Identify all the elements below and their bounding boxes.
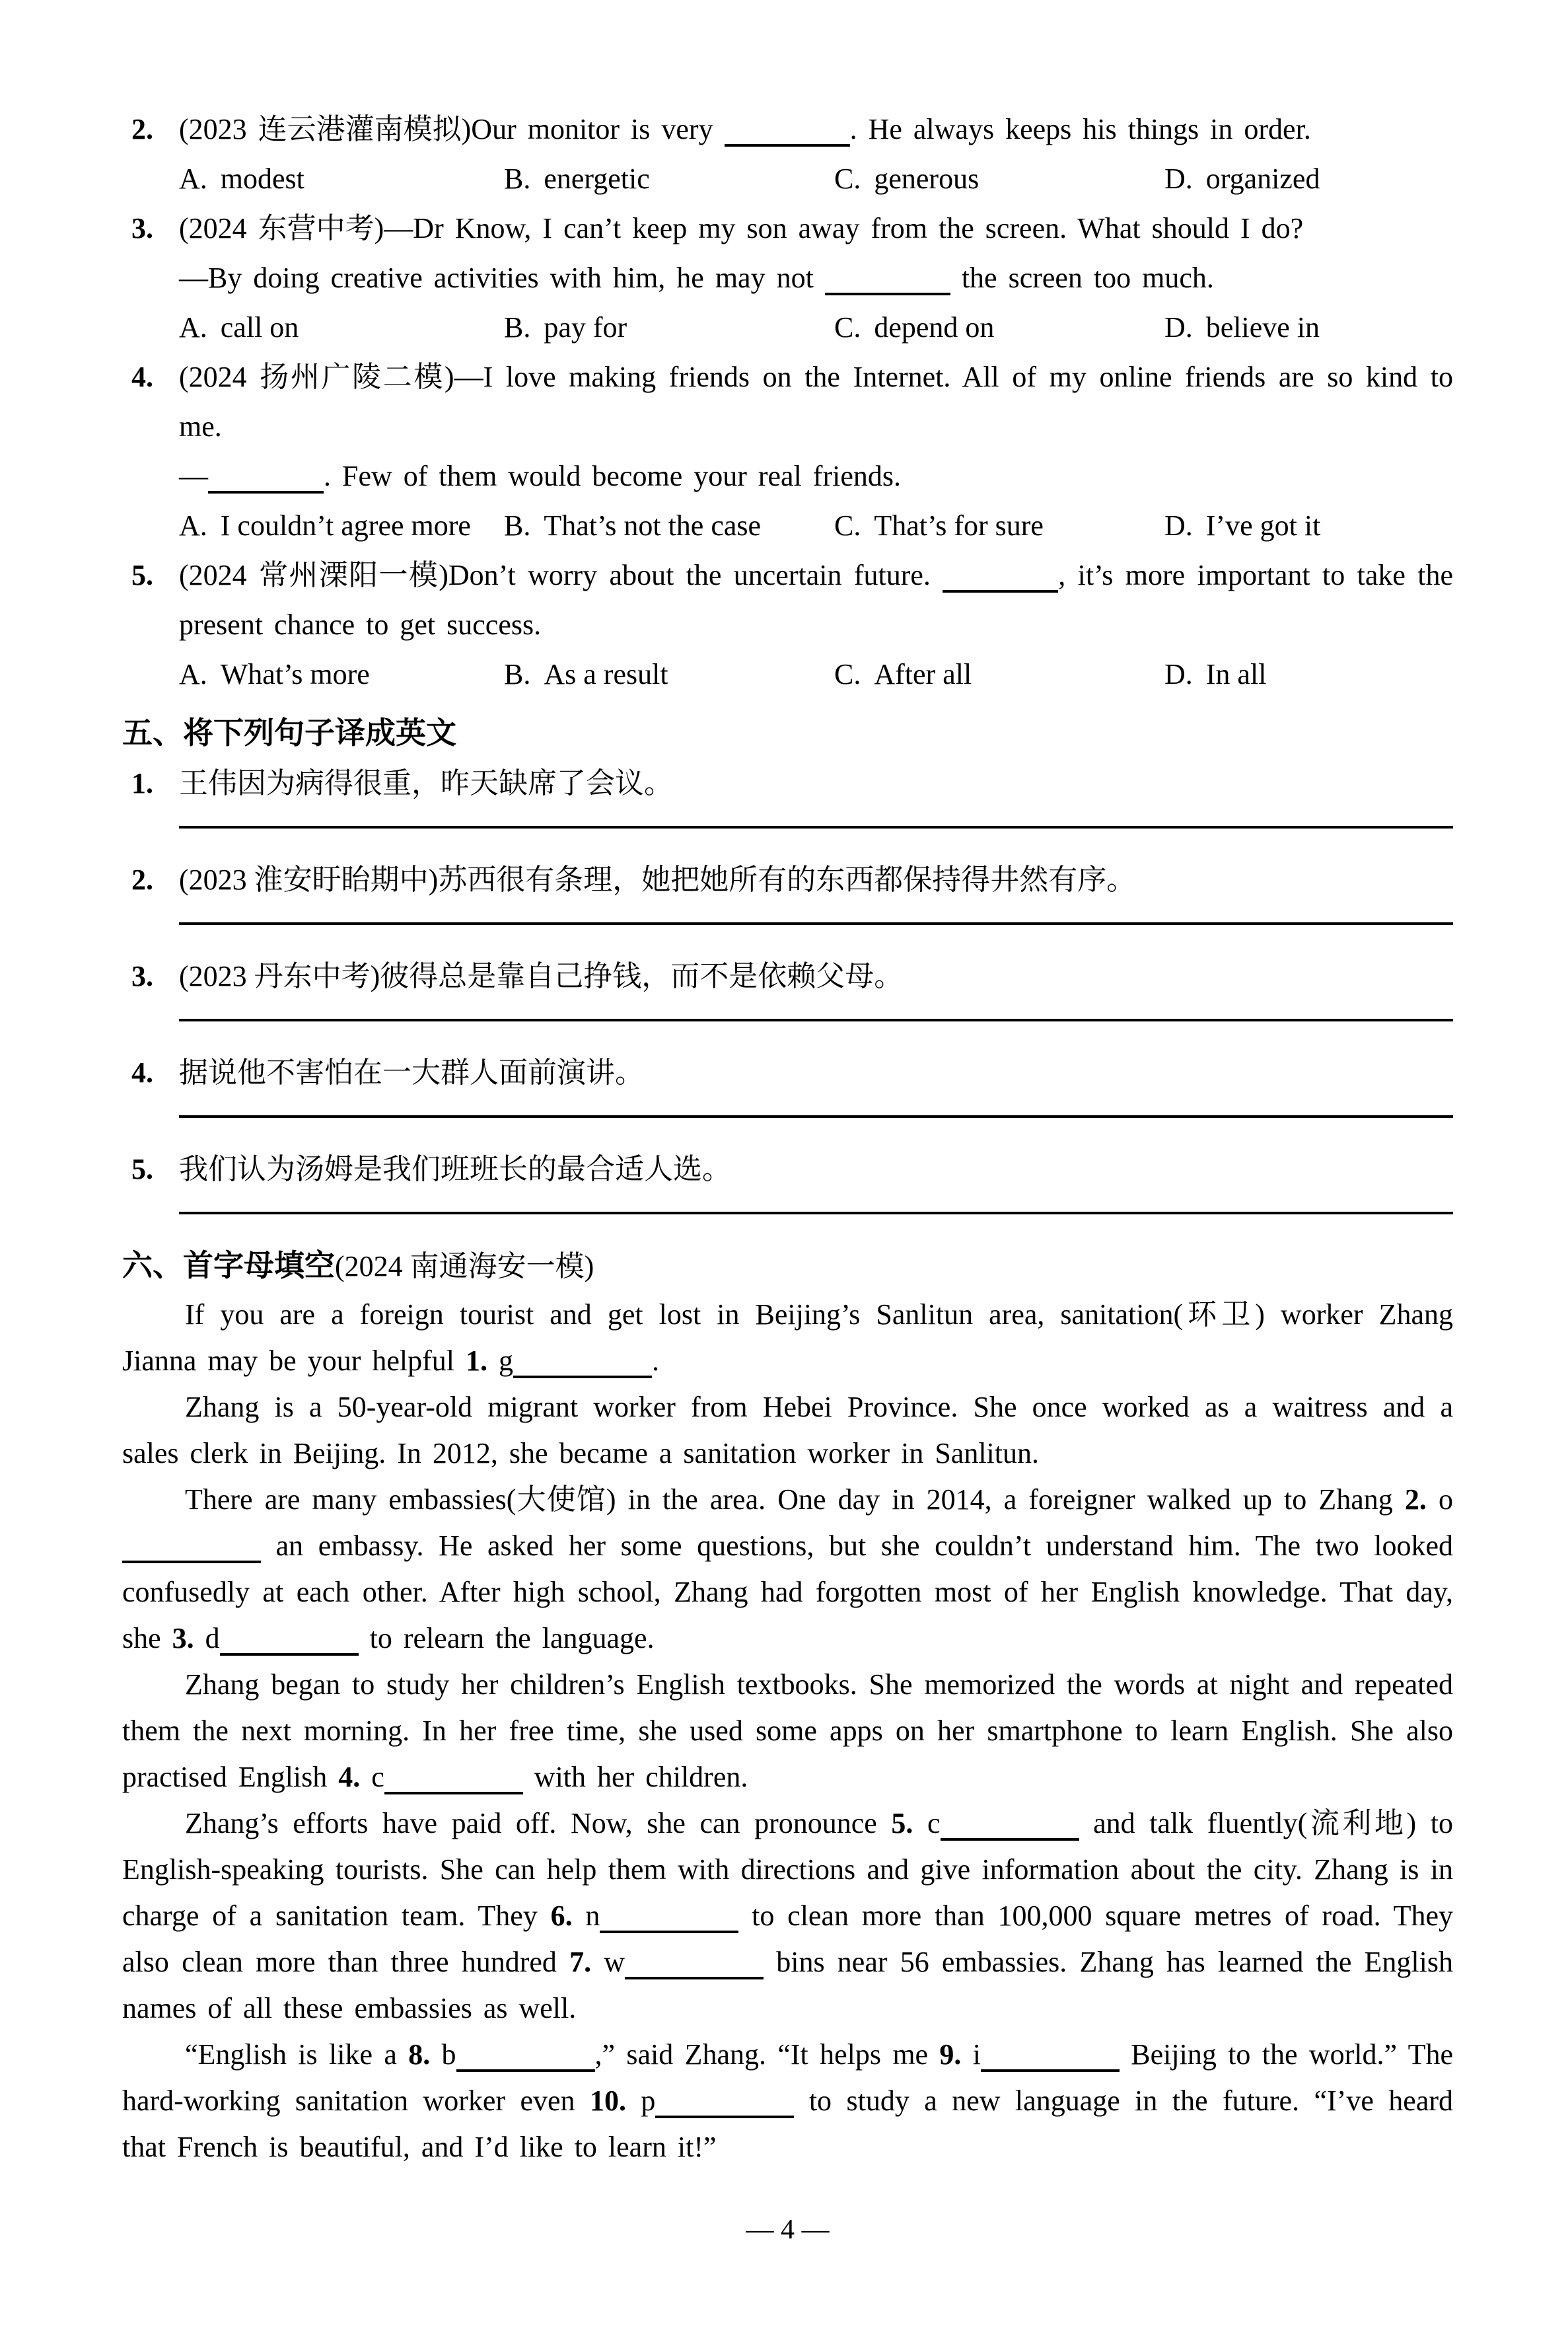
cloze-section-title xyxy=(122,1241,1453,1292)
options-row xyxy=(179,501,1453,550)
blank-underline xyxy=(220,1652,359,1656)
item-number: 3. xyxy=(131,960,153,992)
option-label: modest xyxy=(220,163,304,195)
option-label: I couldn’t agree more xyxy=(220,509,471,542)
option-label: generous xyxy=(874,163,980,195)
option-label: After all xyxy=(874,658,972,690)
translation-item-text: 我们认为汤姆是我们班班长的最合适人选。 xyxy=(179,1153,731,1185)
cloze-paragraph: If you are a foreign tourist and get lost in Beijing’s Sanlitun area, sanitation(环卫) worker Zhang Jianna may be your helpful 1. g . xyxy=(122,1298,1453,1377)
option-label: I’ve got it xyxy=(1205,509,1321,542)
blank-underline xyxy=(725,143,850,147)
option-label: That’s not the case xyxy=(544,509,762,542)
option-key: A. xyxy=(179,311,207,344)
item-number: 5. xyxy=(131,1153,153,1185)
blank-underline xyxy=(208,490,324,494)
option-d xyxy=(1164,649,1453,699)
section-multiple-choice xyxy=(122,104,1453,699)
option-a xyxy=(179,154,504,203)
question-number: 2. xyxy=(131,113,153,145)
translation-item-text: 王伟因为病得很重，昨天缺席了会议。 xyxy=(179,767,673,799)
option-c xyxy=(834,303,1164,352)
option-d xyxy=(1164,303,1453,352)
option-key: A. xyxy=(179,163,207,195)
cloze-blank-number: 8. xyxy=(408,2038,431,2071)
option-a xyxy=(179,303,504,352)
answer-writing-line xyxy=(179,1019,1453,1021)
option-b xyxy=(504,154,834,203)
blank-underline xyxy=(941,1837,1079,1841)
option-label: depend on xyxy=(874,311,995,344)
blank-underline xyxy=(122,1559,261,1563)
option-c xyxy=(834,501,1164,550)
option-key: D. xyxy=(1164,311,1193,344)
option-b xyxy=(504,649,834,699)
section-translation xyxy=(122,708,1453,1214)
page-number: — 4 — xyxy=(746,2215,830,2245)
item-number: 4. xyxy=(131,1056,153,1089)
option-key: B. xyxy=(504,163,531,195)
cloze-blank-number: 2. xyxy=(1404,1483,1427,1516)
question-line: (2023 连云港灌南模拟)Our monitor is very . He always keeps his things in order. xyxy=(179,113,1311,145)
cloze-blank-number: 3. xyxy=(172,1622,194,1654)
item-number: 1. xyxy=(131,767,153,799)
option-label: As a result xyxy=(544,658,668,690)
cloze-blank-number: 9. xyxy=(939,2038,962,2071)
option-key: C. xyxy=(834,658,861,690)
option-key: D. xyxy=(1164,509,1193,542)
mcq-question xyxy=(122,104,1453,203)
option-label: believe in xyxy=(1205,311,1320,344)
answer-writing-line xyxy=(179,1115,1453,1118)
option-a xyxy=(179,501,504,550)
blank-underline xyxy=(625,1975,764,1979)
blank-underline xyxy=(981,2068,1120,2072)
blank-underline xyxy=(600,1929,738,1933)
cloze-blank-number: 7. xyxy=(569,1946,592,1978)
option-b xyxy=(504,501,834,550)
question-line: — . Few of them would become your real friends. xyxy=(179,460,901,492)
blank-underline xyxy=(825,291,950,295)
cloze-paragraph: There are many embassies(大使馆) in the area. One day in 2014, a foreigner walked up to Zhang 2. o an embassy. He asked her some questions, but she couldn’t understand him. The two looked confusedly at each other. After high school, Zhang had forgotten most of her English knowledge. That day, she 3. d to relearn the language. xyxy=(122,1483,1454,1654)
cloze-blank-number: 4. xyxy=(338,1761,361,1793)
options-row xyxy=(179,154,1453,203)
options-row xyxy=(179,303,1453,352)
cloze-blank-number: 6. xyxy=(550,1900,573,1932)
question-number: 4. xyxy=(131,361,153,393)
translation-item xyxy=(122,1048,1453,1118)
cloze-paragraph: “English is like a 8. b ,” said Zhang. “It helps me 9. i Beijing to the world.” The hard-working sanitation worker even 10. p to study a new language in the future. “I’ve heard that French is beautiful, and I’d like to learn it!” xyxy=(122,2038,1454,2163)
option-key: D. xyxy=(1164,658,1193,690)
option-b xyxy=(504,303,834,352)
option-key: C. xyxy=(834,311,861,344)
option-key: D. xyxy=(1164,163,1193,195)
translation-item xyxy=(122,1144,1453,1214)
option-key: C. xyxy=(834,509,861,542)
item-number: 2. xyxy=(131,864,153,896)
answer-writing-line xyxy=(179,1212,1453,1214)
mcq-question xyxy=(122,352,1453,550)
option-label: pay for xyxy=(544,311,627,344)
cloze-title-text: 六、首字母填空 xyxy=(122,1249,335,1282)
blank-underline xyxy=(513,1374,652,1378)
option-key: C. xyxy=(834,163,861,195)
cloze-paragraph: Zhang’s efforts have paid off. Now, she can pronounce 5. c and talk fluently(流利地) to English-speaking tourists. She can help them with directions and give information about the city. Zhang is in charge of a sanitation team. They 6. n to clean more than 100,000 square metres of road. They also clean more than three hundred 7. w bins near 56 embassies. Zhang has learned the English names of all these embassies as well. xyxy=(122,1807,1454,2024)
blank-underline xyxy=(655,2114,794,2118)
mcq-question xyxy=(122,550,1453,699)
question-number: 3. xyxy=(131,212,153,244)
option-key: B. xyxy=(504,658,531,690)
question-number: 5. xyxy=(131,559,153,591)
option-label: organized xyxy=(1205,163,1320,195)
cloze-paragraph: Zhang is a 50-year-old migrant worker from Hebei Province. She once worked as a waitress and a sales clerk in Beijing. In 2012, she became a sanitation worker in Sanlitun. xyxy=(122,1391,1453,1469)
option-c xyxy=(834,154,1164,203)
options-row xyxy=(179,649,1453,699)
answer-writing-line xyxy=(179,922,1453,925)
option-label: In all xyxy=(1205,658,1267,690)
cloze-blank-number: 10. xyxy=(589,2085,626,2117)
blank-underline xyxy=(943,589,1058,593)
translation-item-text: (2023 丹东中考)彼得总是靠自己挣钱，而不是依赖父母。 xyxy=(179,960,904,992)
translation-item xyxy=(122,855,1453,925)
translation-item-text: 据说他不害怕在一大群人面前演讲。 xyxy=(179,1056,644,1089)
option-c xyxy=(834,649,1164,699)
answer-writing-line xyxy=(179,826,1453,829)
question-line: —By doing creative activities with him, he may not the screen too much. xyxy=(179,262,1214,294)
option-key: A. xyxy=(179,509,207,542)
cloze-blank-number: 5. xyxy=(891,1807,913,1839)
blank-underline xyxy=(384,1790,523,1794)
translation-item-text: (2023 淮安盱眙期中)苏西很有条理，她把她所有的东西都保持得井然有序。 xyxy=(179,864,1136,896)
section-cloze xyxy=(122,1241,1453,2170)
cloze-blank-number: 1. xyxy=(465,1345,487,1377)
mcq-question xyxy=(122,203,1453,352)
cloze-paragraph: Zhang began to study her children’s English textbooks. She memorized the words at night and repeated them the next morning. In her free time, she used some apps on her smartphone to learn English. She also practised English 4. c with her children. xyxy=(122,1668,1453,1793)
option-key: B. xyxy=(504,509,531,542)
cloze-source: (2024 南通海安一模) xyxy=(335,1250,594,1282)
question-line: (2024 常州溧阳一模)Don’t worry about the uncertain future. , it’s more important to take the present chance to get success. xyxy=(179,559,1454,641)
option-label: That’s for sure xyxy=(874,509,1044,542)
blank-underline xyxy=(456,2068,595,2072)
option-key: B. xyxy=(504,311,531,344)
option-d xyxy=(1164,154,1453,203)
question-line: (2024 扬州广陵二模)—I love making friends on the Internet. All of my online friends are so kind to me. xyxy=(179,361,1453,443)
question-line: (2024 东营中考)—Dr Know, I can’t keep my son away from the screen. What should I do? xyxy=(179,212,1304,244)
option-d xyxy=(1164,501,1453,550)
option-label: call on xyxy=(220,311,299,344)
option-label: energetic xyxy=(544,163,650,195)
translation-item xyxy=(122,951,1453,1021)
translation-item xyxy=(122,758,1453,829)
option-a xyxy=(179,649,504,699)
translation-section-title: 五、将下列句子译成英文 xyxy=(122,716,456,750)
option-key: A. xyxy=(179,658,207,690)
option-label: What’s more xyxy=(220,658,370,690)
